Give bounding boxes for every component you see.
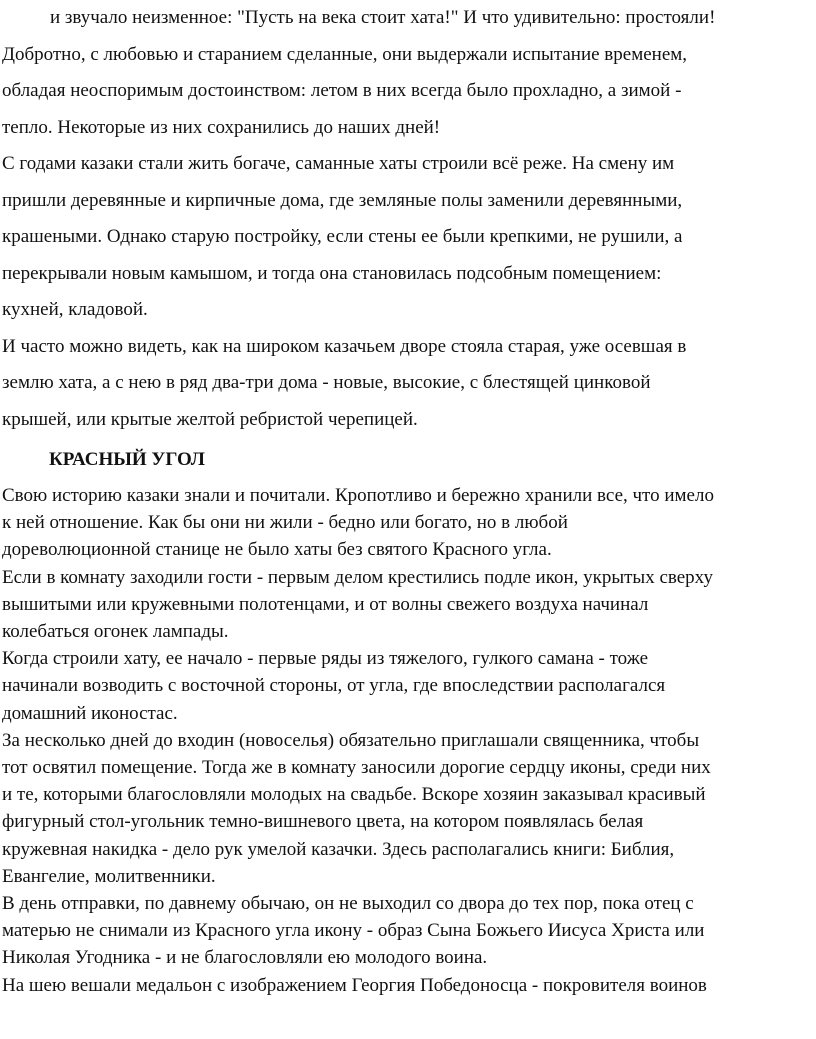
paragraph — [2, 645, 814, 727]
text-line: фигурный стол-угольник темно-вишневого цвета, на котором появлялась белая — [2, 811, 644, 833]
text-line: кухней, кладовой. — [2, 299, 148, 320]
text-line: вышитыми или кружевными полотенцами, и от волны свежего воздуха начинал — [2, 593, 649, 615]
paragraph — [2, 482, 814, 564]
text-line: дореволюционной станице не было хаты без святого Красного угла. — [2, 539, 552, 561]
text-line: домашний иконостас. — [2, 702, 178, 724]
text-line: и звучало неизменное: "Пусть на века стоит хата!" И что удивительно: простояли! — [50, 7, 716, 28]
paragraph — [2, 890, 814, 972]
text-line: Добротно, с любовью и старанием сделанные, они выдержали испытание временем, — [2, 43, 688, 65]
text-line: начинали возводить с восточной стороны, от угла, где впоследствии располагался — [2, 675, 666, 697]
text-line: к ней отношение. Как бы они ни жили - бедно или богато, но в любой — [2, 512, 568, 534]
text-line: За несколько дней до входин (новоселья) обязательно приглашали священника, чтобы — [2, 729, 700, 751]
paragraph — [2, 329, 814, 439]
text-section-intro — [2, 0, 814, 438]
text-line: матерью не снимали из Красного угла икону - образ Сына Божьего Иисуса Христа или — [2, 920, 705, 942]
text-line: Евангелие, молитвенники. — [2, 865, 216, 887]
paragraph — [2, 564, 814, 646]
text-line: кружевная накидка - дело рук умелой казачки. Здесь располагались книги: Библия, — [2, 838, 675, 860]
text-line: и те, которыми благословляли молодых на свадьбе. Вскоре хозяин заказывал красивый — [2, 784, 706, 806]
text-line: тепло. Некоторые из них сохранились до наших дней! — [2, 116, 441, 138]
text-line: И часто можно видеть, как на широком казачьем дворе стояла старая, уже осевшая в — [2, 335, 687, 357]
text-line: Если в комнату заходили гости - первым делом крестились подле икон, укрытых сверху — [2, 566, 713, 588]
paragraph — [2, 727, 814, 890]
paragraph — [2, 972, 814, 999]
text-line: пришли деревянные и кирпичные дома, где земляные полы заменили деревянными, — [2, 189, 683, 211]
text-line: В день отправки, по давнему обычаю, он не выходил со двора до тех пор, пока отец с — [2, 893, 694, 915]
text-line: Свою историю казаки знали и почитали. Кропотливо и бережно хранили все, что имело — [2, 485, 714, 506]
section-heading: КРАСНЫЙ УГОЛ — [49, 449, 205, 470]
paragraph — [2, 146, 814, 329]
paragraph — [2, 0, 814, 146]
text-line: обладая неоспоримым достоинством: летом в них всегда было прохладно, а зимой - — [2, 80, 682, 101]
text-section-red-corner — [2, 482, 814, 999]
text-line: тот освятил помещение. Тогда же в комнату заносили дорогие сердцу иконы, среди них — [2, 757, 711, 779]
text-line: На шею вешали медальон с изображением Георгия Победоносца - покровителя воинов — [2, 974, 707, 996]
text-line: колебаться огонек лампады. — [2, 621, 229, 643]
text-line: крашеными. Однако старую постройку, если стены ее были крепкими, не рушили, а — [2, 226, 683, 247]
text-line: Когда строили хату, ее начало - первые ряды из тяжелого, гулкого самана - тоже — [2, 648, 649, 670]
text-line: Николая Угодника - и не благословляли ею молодого воина. — [2, 947, 488, 969]
text-line: землю хата, а с нею в ряд два-три дома - новые, высокие, с блестящей цинковой — [2, 372, 651, 393]
text-line: крышей, или крытые желтой ребристой черепицей. — [2, 408, 418, 430]
text-line: С годами казаки стали жить богаче, саманные хаты строили всё реже. На смену им — [2, 153, 675, 174]
text-line: перекрывали новым камышом, и тогда она становилась подсобным помещением: — [2, 262, 662, 284]
